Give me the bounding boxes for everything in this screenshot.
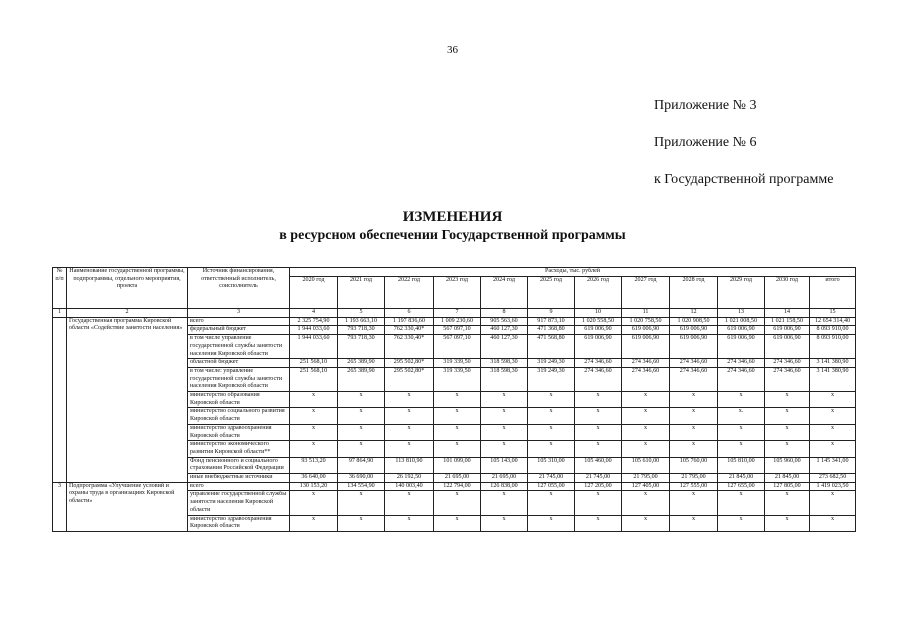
expense-value: x (434, 392, 481, 408)
header-year: 2028 год (670, 277, 718, 309)
expense-value: x (670, 392, 718, 408)
expense-value: 127 805,00 (765, 482, 810, 491)
column-numbers-row (53, 309, 856, 318)
expense-value: 274 346,60 (670, 359, 718, 368)
funding-source: в том числе управление государственной службы занятости населения Кировской области (188, 335, 290, 359)
expense-value: 273 682,50 (810, 474, 856, 483)
expense-value: 21 745,00 (575, 474, 622, 483)
expense-value: 1 020 758,50 (622, 317, 670, 326)
expense-value: x (481, 515, 528, 531)
funding-source: областной бюджет (188, 359, 290, 368)
expense-value: 619 006,90 (575, 326, 622, 335)
expense-value: x (575, 392, 622, 408)
expense-value: x (765, 515, 810, 531)
expense-value: x (481, 441, 528, 457)
expense-value: 265 389,90 (338, 367, 385, 391)
expense-value: 12 654 314,40 (810, 317, 856, 326)
expense-value: 274 346,60 (765, 367, 810, 391)
expense-value: 140 003,40 (385, 482, 434, 491)
expense-value: 105 143,00 (481, 457, 528, 473)
expense-value: x (622, 515, 670, 531)
expense-value: 127 405,00 (622, 482, 670, 491)
expense-value: 8 093 910,00 (810, 335, 856, 359)
expense-value: x (622, 424, 670, 440)
expense-value: 274 346,60 (718, 359, 765, 368)
expense-value: 619 006,90 (622, 326, 670, 335)
resources-table (52, 267, 856, 532)
expense-value: x (622, 441, 670, 457)
expense-value: 274 346,60 (575, 359, 622, 368)
expense-value: 619 006,90 (765, 335, 810, 359)
column-number: 2 (67, 309, 188, 318)
expense-value: 471 568,80 (528, 335, 575, 359)
expense-value: x (765, 441, 810, 457)
expense-value: x (434, 515, 481, 531)
expense-value: 21 695,00 (434, 474, 481, 483)
header-year: 2024 год (481, 277, 528, 309)
expense-value: x (434, 424, 481, 440)
column-number: 14 (765, 309, 810, 318)
expense-value: 127 205,00 (575, 482, 622, 491)
expense-value: 1 020 908,50 (670, 317, 718, 326)
expense-value: 21 845,00 (765, 474, 810, 483)
expense-value: x (670, 424, 718, 440)
column-number: 7 (434, 309, 481, 318)
expense-value: x (528, 408, 575, 424)
funding-source: министерство образования Кировской области (188, 392, 290, 408)
expense-value: 127 555,00 (670, 482, 718, 491)
expense-value: 619 006,90 (622, 335, 670, 359)
expense-value: 567 097,10 (434, 335, 481, 359)
expense-value: 105 810,00 (718, 457, 765, 473)
funding-source: федеральный бюджет (188, 326, 290, 335)
expense-value: 274 346,60 (718, 367, 765, 391)
expense-value: 762 330,40* (385, 335, 434, 359)
expense-value: 93 513,20 (290, 457, 338, 473)
row-number (53, 317, 67, 482)
column-number: 13 (718, 309, 765, 318)
expense-value: 1 009 230,60 (434, 317, 481, 326)
expense-value: x (575, 441, 622, 457)
header-year: 2020 год (290, 277, 338, 309)
expense-value: x (528, 392, 575, 408)
expense-value: x (670, 491, 718, 515)
expense-value: x (810, 441, 856, 457)
expense-value: x (670, 515, 718, 531)
expense-value: 295 502,80* (385, 367, 434, 391)
expense-value: x. (718, 408, 765, 424)
column-number: 4 (290, 309, 338, 318)
expense-value: 3 141 380,90 (810, 367, 856, 391)
expense-value: x (528, 491, 575, 515)
expense-value: 251 568,10 (290, 359, 338, 368)
expense-value: x (385, 408, 434, 424)
expense-value: 319 339,50 (434, 367, 481, 391)
expense-value: x (385, 515, 434, 531)
header-expenses: Расходы, тыс. рублей (290, 268, 856, 277)
expense-value: 1 145 341,00 (810, 457, 856, 473)
header-year: 2025 год (528, 277, 575, 309)
expense-value: x (481, 408, 528, 424)
expense-value: x (385, 441, 434, 457)
expense-value: 274 346,60 (670, 367, 718, 391)
expense-value: x (290, 408, 338, 424)
column-number: 12 (670, 309, 718, 318)
header-year: 2022 год (385, 277, 434, 309)
header-name: Наименование государственной программы, подпрограммы, отдельного мероприятия, проекта (67, 268, 188, 309)
expense-value: x (385, 424, 434, 440)
expense-value: x (385, 392, 434, 408)
expense-value: 1 419 023,50 (810, 482, 856, 491)
expense-value: 619 006,90 (765, 326, 810, 335)
expense-value: x (810, 408, 856, 424)
funding-source: министерство социального развития Кировской области (188, 408, 290, 424)
expense-value: 97 864,90 (338, 457, 385, 473)
expense-value: x (338, 441, 385, 457)
annex-line-2: Приложение № 6 (654, 135, 757, 150)
header-year: 2026 год (575, 277, 622, 309)
expense-value: 460 127,30 (481, 335, 528, 359)
expense-value: 460 127,30 (481, 326, 528, 335)
expense-value: 1 020 558,50 (575, 317, 622, 326)
expense-value: 319 249,30 (528, 367, 575, 391)
expense-value: 127 055,00 (528, 482, 575, 491)
column-number: 10 (575, 309, 622, 318)
document-subtitle: в ресурсном обеспечении Государственной программы (279, 228, 626, 243)
funding-source: в том числе: управление государственной службы занятости населения Кировской области (188, 367, 290, 391)
funding-source: всего (188, 317, 290, 326)
expense-value: x (670, 441, 718, 457)
column-number: 5 (338, 309, 385, 318)
expense-value: x (528, 424, 575, 440)
expense-value: x (810, 515, 856, 531)
expense-value: 251 568,10 (290, 367, 338, 391)
expense-value: 105 460,00 (575, 457, 622, 473)
expense-value: x (481, 392, 528, 408)
expense-value: x (765, 392, 810, 408)
expense-value: 1 944 033,60 (290, 326, 338, 335)
expense-value: 134 554,90 (338, 482, 385, 491)
expense-value: x (528, 515, 575, 531)
expense-value: 319 249,30 (528, 359, 575, 368)
expense-value: 126 838,00 (481, 482, 528, 491)
expense-value: 917 873,10 (528, 317, 575, 326)
annex-line-3: к Государственной программе (654, 172, 834, 187)
column-number: 15 (810, 309, 856, 318)
expense-value: 8 093 910,00 (810, 326, 856, 335)
expense-value: x (575, 408, 622, 424)
expense-value: 105 610,00 (622, 457, 670, 473)
program-name: Подпрограмма «Улучшение условий и охраны труда в организациях Кировской области» (67, 482, 188, 531)
table-row (53, 482, 856, 491)
expense-value: 1 021 008,50 (718, 317, 765, 326)
header-year: 2021 год (338, 277, 385, 309)
expense-value: x (575, 424, 622, 440)
expense-value: 274 346,60 (622, 367, 670, 391)
expense-value: 21 795,00 (622, 474, 670, 483)
expense-value: 2 325 754,90 (290, 317, 338, 326)
expense-value: x (290, 441, 338, 457)
row-number: 3 (53, 482, 67, 531)
expense-value: x (385, 491, 434, 515)
expense-value: 793 718,30 (338, 335, 385, 359)
funding-source: министерство здравоохранения Кировской области (188, 424, 290, 440)
expense-value: 1 021 158,50 (765, 317, 810, 326)
expense-value: x (765, 491, 810, 515)
column-number: 6 (385, 309, 434, 318)
expense-value: x (481, 491, 528, 515)
expense-value: x (290, 392, 338, 408)
expense-value: 274 346,60 (622, 359, 670, 368)
expense-value: 619 006,90 (718, 335, 765, 359)
expense-value: 1 197 836,60 (385, 317, 434, 326)
expense-value: 3 141 380,90 (810, 359, 856, 368)
expense-value: x (338, 515, 385, 531)
table-row (53, 317, 856, 326)
expense-value: 295 502,80* (385, 359, 434, 368)
expense-value: x (810, 392, 856, 408)
funding-source: иные внебюджетные источники (188, 474, 290, 483)
header-year: 2023 год (434, 277, 481, 309)
expense-value: x (622, 408, 670, 424)
expense-value: x (528, 441, 575, 457)
column-number: 11 (622, 309, 670, 318)
expense-value: x (718, 491, 765, 515)
expense-value: x (670, 408, 718, 424)
expense-value: 274 346,60 (765, 359, 810, 368)
column-number: 8 (481, 309, 528, 318)
expense-value: x (575, 515, 622, 531)
expense-value: x (718, 515, 765, 531)
expense-value: 130 153,20 (290, 482, 338, 491)
expense-value: 319 339,50 (434, 359, 481, 368)
expense-value: 793 718,30 (338, 326, 385, 335)
expense-value: x (622, 392, 670, 408)
expense-value: x (434, 408, 481, 424)
expense-value: x (338, 491, 385, 515)
expense-value: 21 745,00 (528, 474, 575, 483)
header-year: итого (810, 277, 856, 309)
expense-value: x (290, 491, 338, 515)
expense-value: x (338, 408, 385, 424)
expense-value: 265 389,90 (338, 359, 385, 368)
expense-value: 26 192,50 (385, 474, 434, 483)
expense-value: x (290, 515, 338, 531)
expense-value: 105 760,00 (670, 457, 718, 473)
expense-value: 471 368,80 (528, 326, 575, 335)
expense-value: 101 099,00 (434, 457, 481, 473)
expense-value: x (718, 424, 765, 440)
expense-value: 318 598,30 (481, 359, 528, 368)
program-name: Государственная программа Кировской области «Содействие занятости населения» (67, 317, 188, 482)
column-number: 9 (528, 309, 575, 318)
expense-value: 21 845,00 (718, 474, 765, 483)
expense-value: 113 810,90 (385, 457, 434, 473)
column-number: 1 (53, 309, 67, 318)
expense-value: 1 944 033,60 (290, 335, 338, 359)
header-row (53, 268, 856, 277)
expense-value: 21 795,00 (670, 474, 718, 483)
column-number: 3 (188, 309, 290, 318)
header-year: 2030 год (765, 277, 810, 309)
expense-value: x (338, 392, 385, 408)
expense-value: x (338, 424, 385, 440)
expense-value: 36 690,00 (338, 474, 385, 483)
expense-value: 1 193 663,10 (338, 317, 385, 326)
expense-value: 762 330,40* (385, 326, 434, 335)
expense-value: x (718, 392, 765, 408)
expense-value: x (434, 441, 481, 457)
expense-value: 122 794,00 (434, 482, 481, 491)
expense-value: 127 655,00 (718, 482, 765, 491)
expense-value: 105 960,00 (765, 457, 810, 473)
expense-value: x (290, 424, 338, 440)
expense-value: 619 006,90 (718, 326, 765, 335)
header-no: № п/п (53, 268, 67, 309)
funding-source: управление государственной службы занятости населения Кировской области (188, 491, 290, 515)
funding-source: всего (188, 482, 290, 491)
expense-value: 21 695,00 (481, 474, 528, 483)
expense-value: 905 563,60 (481, 317, 528, 326)
document-title: ИЗМЕНЕНИЯ (402, 209, 503, 225)
expense-value: x (575, 491, 622, 515)
expense-value: x (765, 408, 810, 424)
header-year: 2027 год (622, 277, 670, 309)
expense-value: x (810, 424, 856, 440)
header-year: 2029 год (718, 277, 765, 309)
expense-value: x (718, 441, 765, 457)
expense-value: 36 640,00 (290, 474, 338, 483)
expense-value: 619 006,90 (670, 326, 718, 335)
expense-value: 619 006,90 (575, 335, 622, 359)
page-number: 36 (447, 44, 458, 56)
expense-value: x (810, 491, 856, 515)
expense-value: x (622, 491, 670, 515)
expense-value: 567 097,10 (434, 326, 481, 335)
header-source: Источник финансирования, ответственный исполнитель, соисполнитель (188, 268, 290, 309)
expense-value: 105 310,00 (528, 457, 575, 473)
expense-value: x (481, 424, 528, 440)
expense-value: x (434, 491, 481, 515)
expense-value: 274 346,60 (575, 367, 622, 391)
expense-value: 619 006,90 (670, 335, 718, 359)
expense-value: 318 598,30 (481, 367, 528, 391)
annex-line-1: Приложение № 3 (654, 98, 757, 113)
expense-value: x (765, 424, 810, 440)
funding-source: министерство здравоохранения Кировской области (188, 515, 290, 531)
funding-source: министерство экономического развития Кировской области** (188, 441, 290, 457)
funding-source: Фонд пенсионного и социального страхования Российской Федерации (188, 457, 290, 473)
